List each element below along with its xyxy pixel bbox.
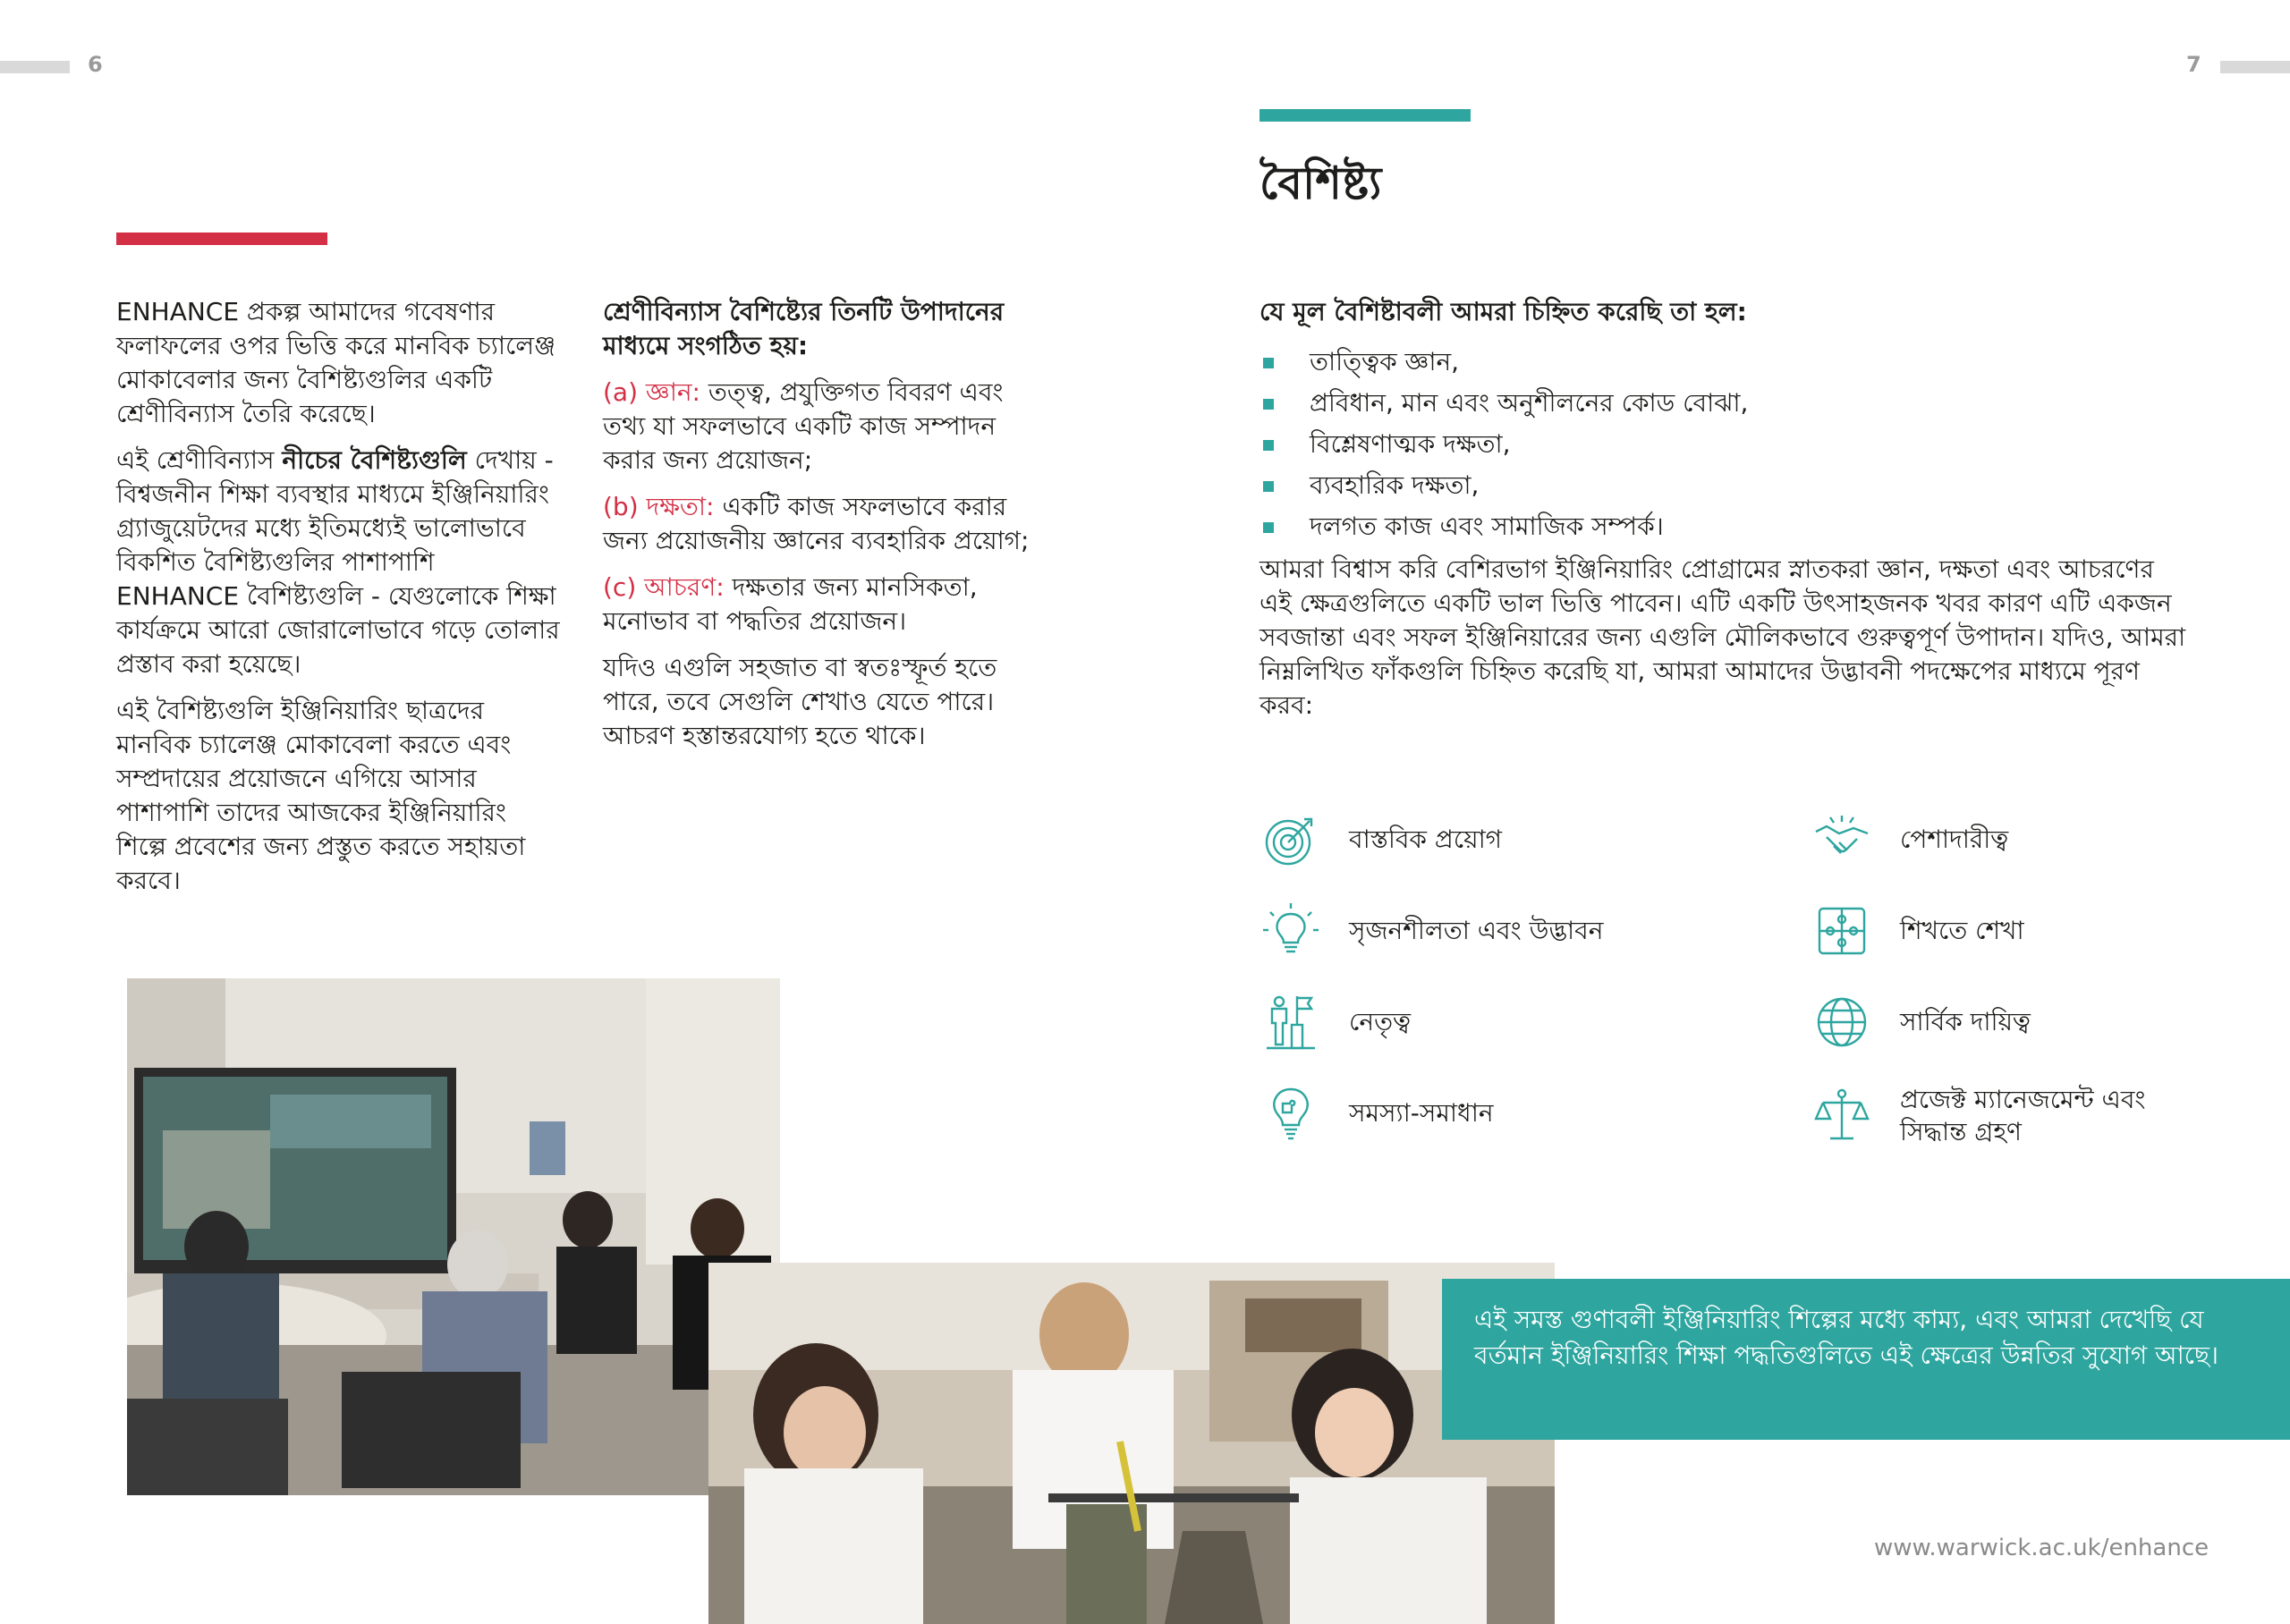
feature-leadership: নেতৃত্ব	[1261, 993, 1411, 1052]
feature-practical-application: বাস্তবিক প্রয়োগ	[1261, 810, 1502, 869]
globe-icon	[1812, 993, 1871, 1052]
feature-project-management: প্রজেক্ট ম্যানেজমেন্ট এবং সিদ্ধান্ত গ্রহণ	[1812, 1084, 2204, 1148]
col1-paragraph-2: এই শ্রেণীবিন্যাস নীচের বৈশিষ্ট্যগুলি দেখায় - বিশ্বজনীন শিক্ষা ব্যবস্থার মাধ্যমে ইঞ্জিনিয়ারিং গ্র্যাজুয়েটদের মধ্যে ইতিমধ্যেই ভালোভাবে বিকশিত বৈশিষ্ট্যগুলির পাশাপাশি ENHANCE বৈশিষ্ট্যগুলি - যেগুলোকে শিক্ষা কার্যক্রমে আরো জোরালোভাবে গড়ে তোলার প্রস্তাব করা হয়েছে।	[116, 445, 560, 679]
feature-creativity: সৃজনশীলতা এবং উদ্ভাবন	[1261, 901, 1603, 960]
callout-text: এই সমস্ত গুণাবলী ইঞ্জিনিয়ারিং শিল্পের মধ্যে কাম্য, এবং আমরা দেখেছি যে বর্তমান ইঞ্জিনিয়ারিং শিক্ষা পদ্ধতিগুলিতে এই ক্ষেত্রের উন্নতির সুযোগ আছে।	[1474, 1305, 2218, 1370]
col1-paragraph-1: ENHANCE প্রকল্প আমাদের গবেষণার ফলাফলের ওপর ভিত্তি করে মানবিক চ্যালেঞ্জ মোকাবেলার জন্য বৈশিষ্ট্যগুলির একটি শ্রেণীবিন্যাস তৈরি করেছে।	[116, 297, 556, 428]
section-rule-red	[116, 233, 327, 245]
photo-classroom	[127, 978, 780, 1495]
gaps-paragraph: আমরা বিশ্বাস করি বেশিরভাগ ইঞ্জিনিয়ারিং প্রোগ্রামের স্নাতকরা জ্ঞান, দক্ষতা এবং আচরণের এই ক্ষেত্রগুলিতে একটি ভাল ভিত্তি পাবেন। এটি একটি উৎসাহজনক খবর কারণ এটি একজন সবজান্তা এবং সফল ইঞ্জিনিয়ারের জন্য এগুলি মৌলিকভাবে গুরুত্বপূর্ণ উপাদান। যদিও, আমরা নিম্নলিখিত ফাঁকগুলি চিহ্নিত করেছি যা, আমরা আমাদের উদ্ভাবনী পদক্ষেপের মাধ্যমে পূরণ করব:	[1260, 554, 2186, 720]
col2-heading: শ্রেণীবিন্যাস বৈশিষ্ট্যের তিনটি উপাদানের মাধ্যমে সংগঠিত হয়:	[603, 297, 1005, 360]
list-item: তাত্ত্বিক জ্ঞান,	[1260, 345, 2190, 379]
characteristics-heading: যে মূল বৈশিষ্টাবলী আমরা চিহ্নিত করেছি তা হল:	[1260, 297, 1747, 326]
left-column-2	[603, 295, 1050, 765]
footer-url[interactable]: www.warwick.ac.uk/enhance	[1874, 1535, 2209, 1561]
feature-global-responsibility: সার্বিক দায়িত্ব	[1812, 993, 2031, 1052]
list-item: প্রবিধান, মান এবং অনুশীলনের কোড বোঝা,	[1260, 386, 2190, 420]
left-column-1	[116, 295, 564, 910]
lightbulb-icon	[1261, 901, 1320, 960]
section-rule-teal	[1260, 109, 1471, 122]
bullet-square-icon	[1263, 481, 1274, 492]
page-number-right: 7	[2186, 52, 2201, 77]
list-item: বিশ্লেষণাত্মক দক্ষতা,	[1260, 427, 2190, 461]
leader-flag-icon	[1261, 993, 1320, 1052]
page-edge-bar-left	[0, 61, 70, 73]
scales-icon	[1812, 1087, 1871, 1146]
col1-paragraph-3: এই বৈশিষ্ট্যগুলি ইঞ্জিনিয়ারিং ছাত্রদের মানবিক চ্যালেঞ্জ মোকাবেলা করতে এবং সম্প্রদায়ের প্রয়োজনে এগিয়ে আসার পাশাপাশি তাদের আজকের ইঞ্জিনিয়ারিং শিল্পে প্রবেশের জন্য প্রস্তুত করতে সহায়তা করবে।	[116, 696, 526, 895]
col2-item-skills: (b) দক্ষতা: একটি কাজ সফলভাবে করার জন্য প্রয়োজনীয় জ্ঞানের ব্যবহারিক প্রয়োগ;	[603, 492, 1030, 555]
bullet-square-icon	[1263, 440, 1274, 451]
bullet-square-icon	[1263, 399, 1274, 410]
puzzle-icon	[1812, 901, 1871, 960]
characteristics-list	[1260, 345, 2190, 544]
bullet-square-icon	[1263, 522, 1274, 533]
page-number-left: 6	[88, 52, 103, 77]
feature-learning-to-learn: শিখতে শেখা	[1812, 901, 2024, 960]
puzzle-bulb-icon	[1261, 1084, 1320, 1143]
feature-problem-solving: সমস্যা-সমাধান	[1261, 1084, 1494, 1143]
handshake-icon	[1812, 810, 1871, 869]
photo-laboratory	[708, 1263, 1555, 1624]
col2-item-knowledge: (a) জ্ঞান: তত্ত্ব, প্রযুক্তিগত বিবরণ এবং তথ্য যা সফলভাবে একটি কাজ সম্পাদন করার জন্য প্রয়োজন;	[603, 377, 1004, 475]
col2-closing: যদিও এগুলি সহজাত বা স্বতঃস্ফূর্ত হতে পারে, তবে সেগুলি শেখাও যেতে পারে। আচরণ হস্তান্তরযোগ্য হতে থাকে।	[603, 653, 997, 750]
list-item: ব্যবহারিক দক্ষতা,	[1260, 469, 2190, 503]
col2-item-behaviour: (c) আচরণ: দক্ষতার জন্য মানসিকতা, মনোভাব বা পদ্ধতির প্রয়োজন।	[603, 572, 978, 636]
list-item: দলগত কাজ এবং সামাজিক সম্পর্ক।	[1260, 510, 2190, 544]
page-title: বৈশিষ্ট্য	[1260, 157, 1382, 209]
bullet-square-icon	[1263, 358, 1274, 368]
page-edge-bar-right	[2220, 61, 2290, 73]
target-icon	[1261, 810, 1320, 869]
callout-box	[1442, 1279, 2290, 1440]
feature-professionalism: পেশাদারীত্ব	[1812, 810, 2008, 869]
right-text-block	[1260, 295, 2190, 735]
